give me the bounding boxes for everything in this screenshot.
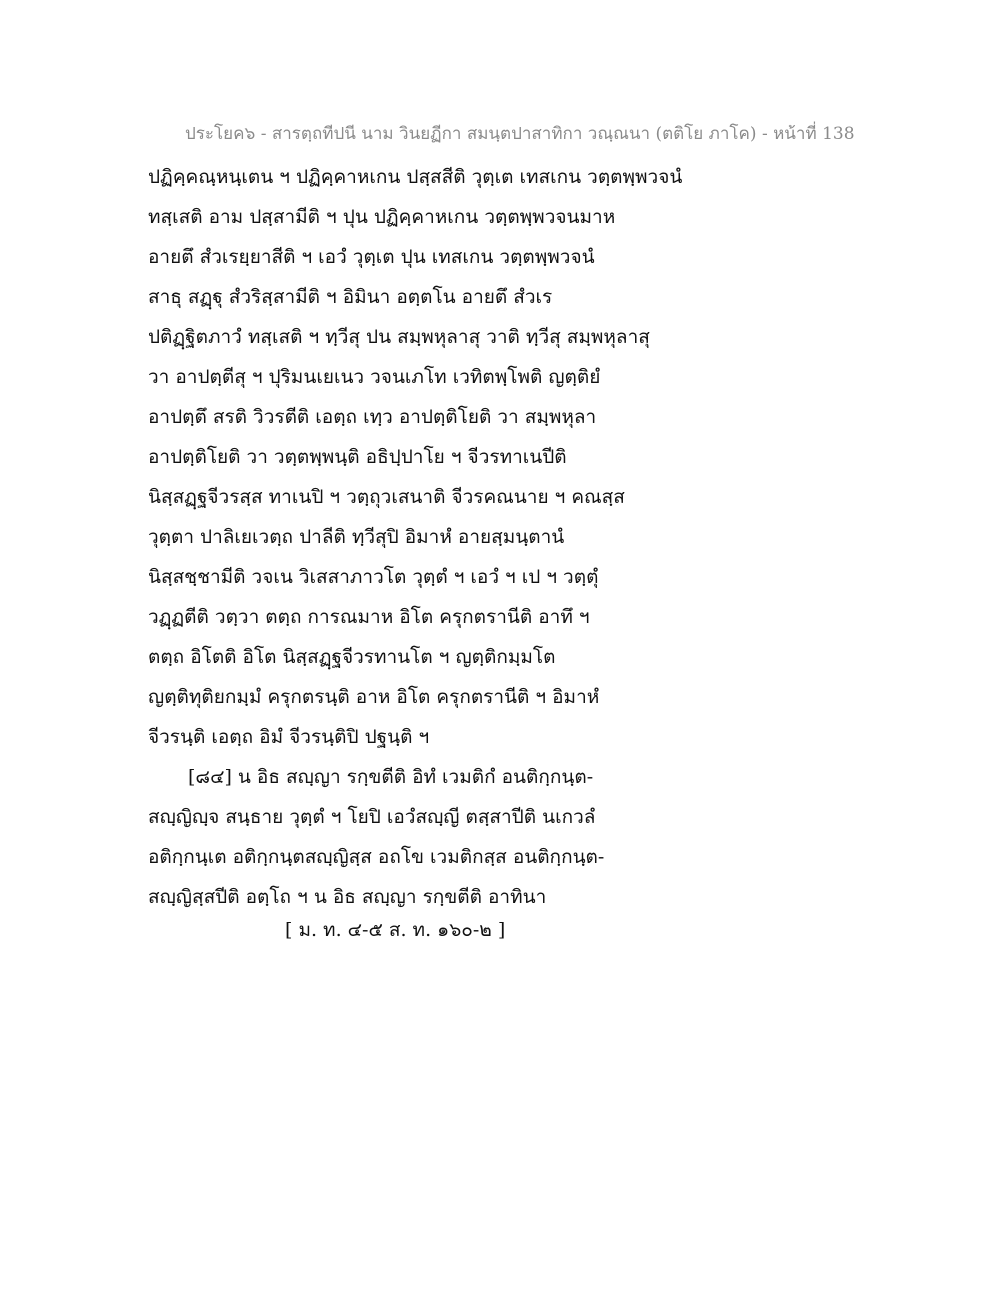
text-line: สาธุ สฏฺฐุ สํวริสฺสามีติ ฯ อิมินา อตฺตโน อายตึ สํวเร <box>148 286 553 308</box>
body-text <box>148 157 708 917</box>
text-line: นิสฺสฏฺฐจีวรสฺส ทาเนปิ ฯ วตฺถุวเสนาติ จีวรคณนาย ฯ คณสฺส <box>148 486 625 508</box>
text-line: วุตฺตา ปาลิเยเวตฺถ ปาลีติ ทฺวีสุปิ อิมาหํ อายสฺมนฺตานํ <box>148 526 565 548</box>
text-line: อายตึ สํวเรยฺยาสีติ ฯ เอวํ วุตฺเต ปุน เทสเกน วตฺตพฺพวจนํ <box>148 246 595 268</box>
text-line: ญตฺติทุติยกมฺมํ ครุกตรนฺติ อาห อิโต ครุกตรานีติ ฯ อิมาหํ <box>148 686 600 708</box>
text-line: ปฏิคฺคณฺหนฺเตน ฯ ปฏิคฺคาหเกน ปสฺสสีติ วุตฺเต เทสเกน วตฺตพฺพวจนํ <box>148 166 683 188</box>
text-line: สญฺญิสฺสปีติ อตฺโถ ฯ น อิธ สญฺญา รกฺขตีติ อาทินา <box>148 886 547 908</box>
text-line: นิสฺสชฺชามีติ วจเน วิเสสาภาวโต วุตฺตํ ฯ เอวํ ฯ เป ฯ วตฺตุํ <box>148 566 599 588</box>
text-line: อาปตฺตึ สรติ วิวรตีติ เอตฺถ เทฺว อาปตฺติโยติ วา สมฺพหุลา <box>148 406 597 428</box>
text-line: อติกฺกนฺเต อติกฺกนฺตสญฺญิสฺส อถโข เวมติกสฺส อนติกฺกนฺต- <box>148 846 605 868</box>
text-line: ปติฏฺฐิตภาวํ ทสฺเสติ ฯ ทฺวีสุ ปน สมฺพหุลาสุ วาติ ทฺวีสุ สมฺพหุลาสุ <box>148 326 650 348</box>
text-line: อาปตฺติโยติ วา วตฺตพฺพนฺติ อธิปฺปาโย ฯ จีวรทาเนปีติ <box>148 446 567 468</box>
text-line: ทสฺเสติ อาม ปสฺสามีติ ฯ ปุน ปฏิคฺคาหเกน วตฺตพฺพวจนมาห <box>148 206 616 228</box>
text-line: วฏฺฏตีติ วตฺวา ตตฺถ การณมาห อิโต ครุกตรานีติ อาทึ ฯ <box>148 606 590 628</box>
text-line: ตตฺถ อิโตติ อิโต นิสฺสฏฺฐจีวรทานโต ฯ ญตฺติกมฺมโต <box>148 646 556 668</box>
paragraph-first-line: [๘๔] น อิธ สญฺญา รกฺขตีติ อิทํ เวมติกํ อนติกฺกนฺต- <box>188 766 594 788</box>
reference-citation: [ ม. ท. ๔-๕ ส. ท. ๑๖๐-๒ ] <box>285 919 506 941</box>
text-line: สญฺญิญฺจ สนฺธาย วุตฺตํ ฯ โยปิ เอวํสญฺญี ตสฺสาปีติ นเกวลํ <box>148 806 596 828</box>
text-line: จีวรนฺติ เอตฺถ อิมํ จีวรนฺติปิ ปฐนฺติ ฯ <box>148 726 430 748</box>
page-header: ประโยค๖ - สารตฺถทีปนี นาม วินยฏีกา สมนฺตปาสาทิกา วณฺณนา (ตติโย ภาโค) - หน้าที่ 138 <box>185 124 855 144</box>
text-line: วา อาปตฺตีสุ ฯ ปุริมนเยเนว วจนเภโท เวทิตพฺโพติ ญตฺติยํ <box>148 366 601 388</box>
